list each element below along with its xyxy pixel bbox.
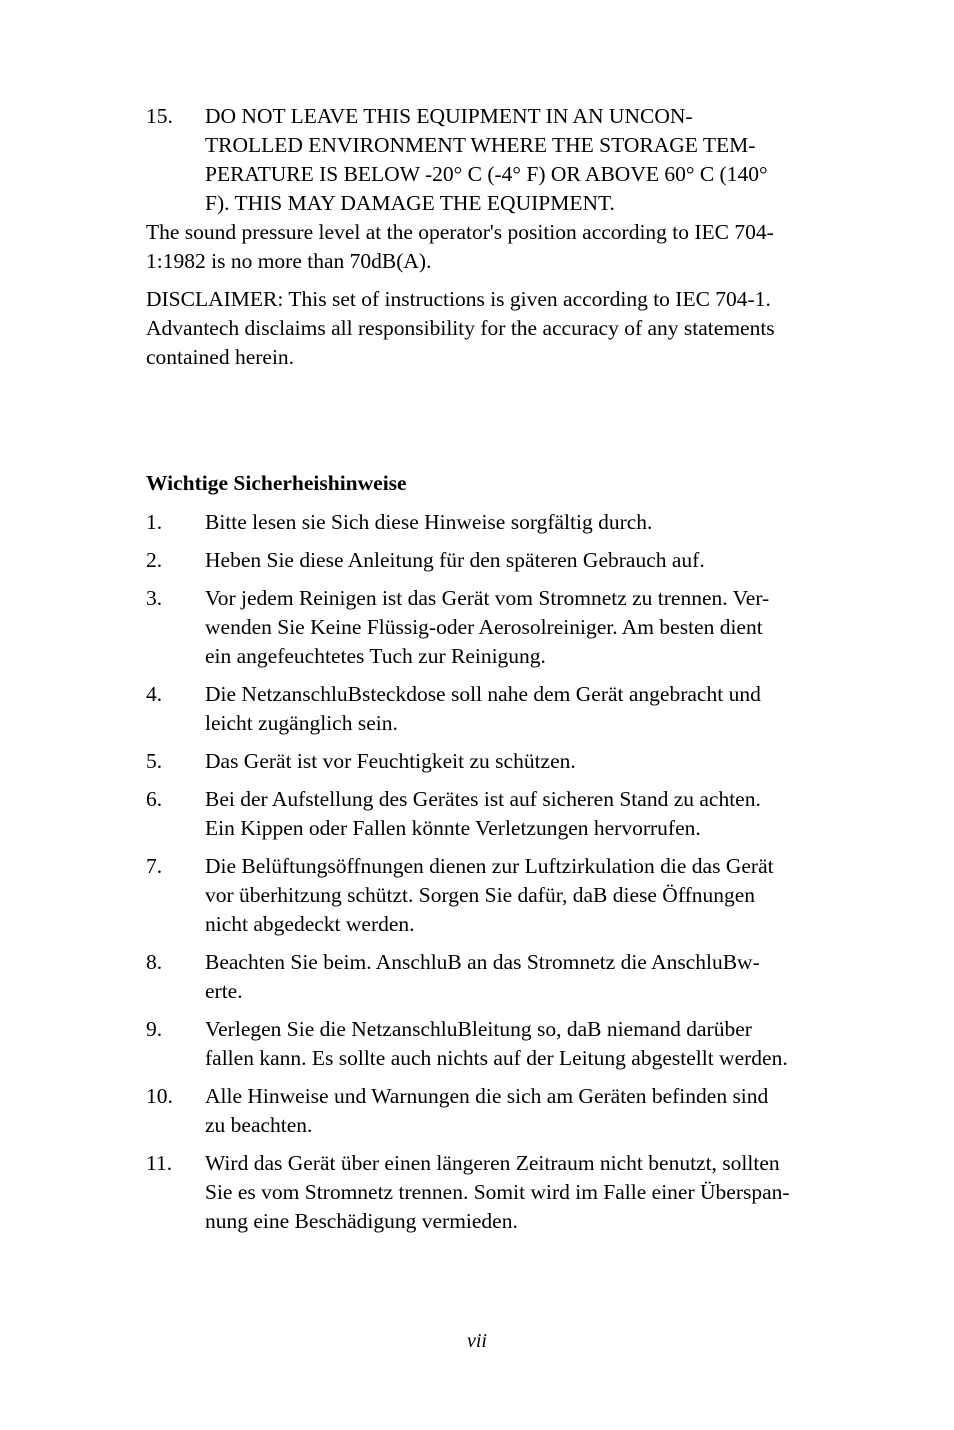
sound-pressure-paragraph: The sound pressure level at the operator's position according to IEC 704- 1:1982 is no more than 70dB(A). bbox=[146, 220, 774, 273]
disclaimer-paragraph: DISCLAIMER: This set of instructions is given according to IEC 704-1. Advantech disclaims all responsibility for the accuracy of any statements contained herein. bbox=[146, 287, 775, 369]
list-item-number: 2. bbox=[146, 548, 163, 572]
list-item-text: Alle Hinweise und Warnungen die sich am Geräten befinden sind zu beachten. bbox=[205, 1084, 769, 1137]
list-item-number: 7. bbox=[146, 854, 163, 878]
list-item bbox=[146, 785, 858, 843]
list-item bbox=[146, 852, 858, 939]
list-item bbox=[146, 584, 858, 671]
list-item-number: 8. bbox=[146, 950, 163, 974]
page-number: vii bbox=[467, 1330, 487, 1352]
list-item-number: 15. bbox=[146, 104, 173, 128]
list-item bbox=[146, 948, 858, 1006]
list-item bbox=[146, 1082, 858, 1140]
list-item bbox=[146, 1015, 858, 1073]
list-item-number: 11. bbox=[146, 1151, 173, 1175]
list-item-number: 3. bbox=[146, 586, 163, 610]
list-item bbox=[146, 102, 858, 218]
list-item bbox=[146, 1149, 858, 1236]
list-item-text: Das Gerät ist vor Feuchtigkeit zu schützen. bbox=[205, 749, 576, 773]
list-item-text: Bei der Aufstellung des Gerätes ist auf sicheren Stand zu achten. Ein Kippen oder Fallen könnte Verletzungen hervorrufen. bbox=[205, 787, 761, 840]
list-item-text: Die Belüftungsöffnungen dienen zur Luftzirkulation die das Gerät vor überhitzung schützt. Sorgen Sie dafür, daB diese Öffnungen nicht abgedeckt werden. bbox=[205, 854, 774, 936]
list-item bbox=[146, 508, 858, 537]
list-item-text: DO NOT LEAVE THIS EQUIPMENT IN AN UNCON- TROLLED ENVIRONMENT WHERE THE STORAGE TEM- PERATURE IS BELOW -20° C (-4° F) OR ABOVE 60° C (140° F). THIS MAY DAMAGE THE EQUIPMENT. bbox=[205, 104, 768, 215]
list-item-number: 1. bbox=[146, 510, 163, 534]
list-item bbox=[146, 680, 858, 738]
list-item bbox=[146, 546, 858, 575]
list-item-text: Bitte lesen sie Sich diese Hinweise sorgfältig durch. bbox=[205, 510, 653, 534]
list-item-text: Die NetzanschluBsteckdose soll nahe dem Gerät angebracht und leicht zugänglich sein. bbox=[205, 682, 761, 735]
list-item-number: 6. bbox=[146, 787, 163, 811]
list-item-text: Heben Sie diese Anleitung für den späteren Gebrauch auf. bbox=[205, 548, 705, 572]
list-item-number: 10. bbox=[146, 1084, 173, 1108]
list-item-text: Beachten Sie beim. AnschluB an das Stromnetz die AnschluBw- erte. bbox=[205, 950, 760, 1003]
list-item bbox=[146, 747, 858, 776]
list-item-text: Verlegen Sie die NetzanschluBleitung so, daB niemand darüber fallen kann. Es sollte auch nichts auf der Leitung abgestellt werden. bbox=[205, 1017, 788, 1070]
list-item-number: 4. bbox=[146, 682, 163, 706]
list-item-number: 9. bbox=[146, 1017, 163, 1041]
list-item-number: 5. bbox=[146, 749, 163, 773]
list-item-text: Vor jedem Reinigen ist das Gerät vom Stromnetz zu trennen. Ver- wenden Sie Keine Flüssig-oder Aerosolreiniger. Am besten dient ein angefeuchtetes Tuch zur Reinigung. bbox=[205, 586, 770, 668]
page-content bbox=[146, 102, 858, 1236]
section-heading: Wichtige Sicherheishinweise bbox=[146, 471, 407, 495]
list-item-text: Wird das Gerät über einen längeren Zeitraum nicht benutzt, sollten Sie es vom Stromnetz trennen. Somit wird im Falle einer Überspan- nung eine Beschädigung vermieden. bbox=[205, 1151, 790, 1233]
